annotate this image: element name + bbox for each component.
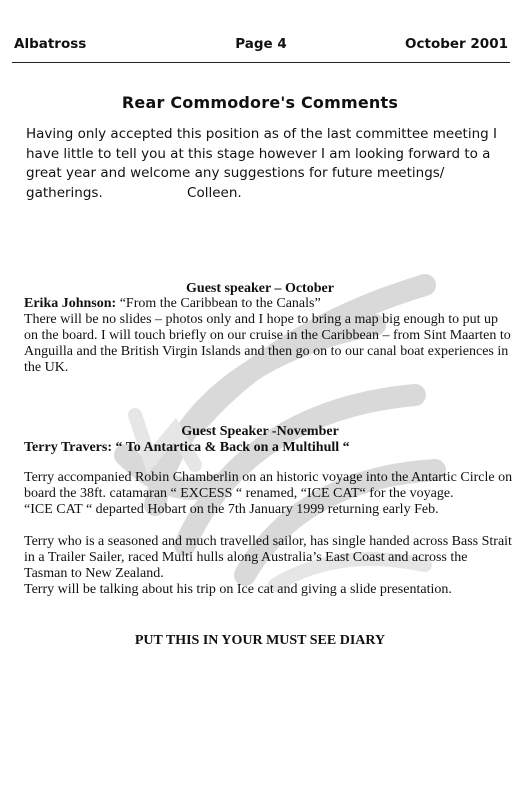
october-talk-description: There will be no slides – photos only and I hope to bring a map big enough to put up on the board. I will touch briefly on our cruise in the Caribbean – from Sint Maarten to Anguilla and the British Virgin Islands and then go on to our canal boat experiences in the UK. [24, 312, 511, 375]
november-speaker-headline [24, 440, 514, 456]
october-speaker-name: Erika Johnson: [24, 296, 117, 311]
header-divider [12, 62, 510, 63]
rear-commodore-body [26, 125, 504, 203]
november-speaker-name: Terry Travers: [24, 440, 112, 455]
october-speaker-heading: Guest speaker – October [186, 281, 334, 296]
november-paragraph-voyage: Terry accompanied Robin Chamberlin on an historic voyage into the Antartic Circle on board the 38ft. catamaran “ EXCESS “ renamed, “ICE CAT“ for the voyage. [24, 470, 513, 501]
november-talk-title: “ To Antartica & Back on a Multihull “ [115, 440, 350, 455]
rear-commodore-text: Having only accepted this position as of the last committee meeting I have little to tell you at this stage however I am looking forward to a great year and welcome any suggestions for future meetings/ gatherings. [26, 126, 497, 201]
issue-date: October 2001 [405, 36, 508, 52]
rear-commodore-title: Rear Commodore's Comments [121, 93, 399, 112]
page-header [14, 36, 508, 58]
page-number: Page 4 [235, 36, 287, 52]
must-see-diary-note: PUT THIS IN YOUR MUST SEE DIARY [134, 633, 386, 648]
october-speaker-body [24, 296, 514, 376]
november-paragraph-presentation: Terry will be talking about his trip on Ice cat and giving a slide presentation. [24, 582, 452, 597]
november-paragraph-experience: Terry who is a seasoned and much travelled sailor, has single handed across Bass Strait in a Trailer Sailer, raced Multi hulls along Australia’s East Coast and across the Tasman to New Zealand. [24, 534, 512, 581]
publication-name: Albatross [14, 36, 87, 52]
november-paragraph-departure: “ICE CAT “ departed Hobart on the 7th January 1999 returning early Feb. [24, 502, 439, 517]
rear-commodore-signoff: Colleen. [187, 184, 242, 201]
november-speaker-heading: Guest Speaker -November [181, 424, 339, 439]
november-speaker-body [24, 470, 514, 598]
october-talk-title: “From the Caribbean to the Canals” [119, 296, 321, 311]
